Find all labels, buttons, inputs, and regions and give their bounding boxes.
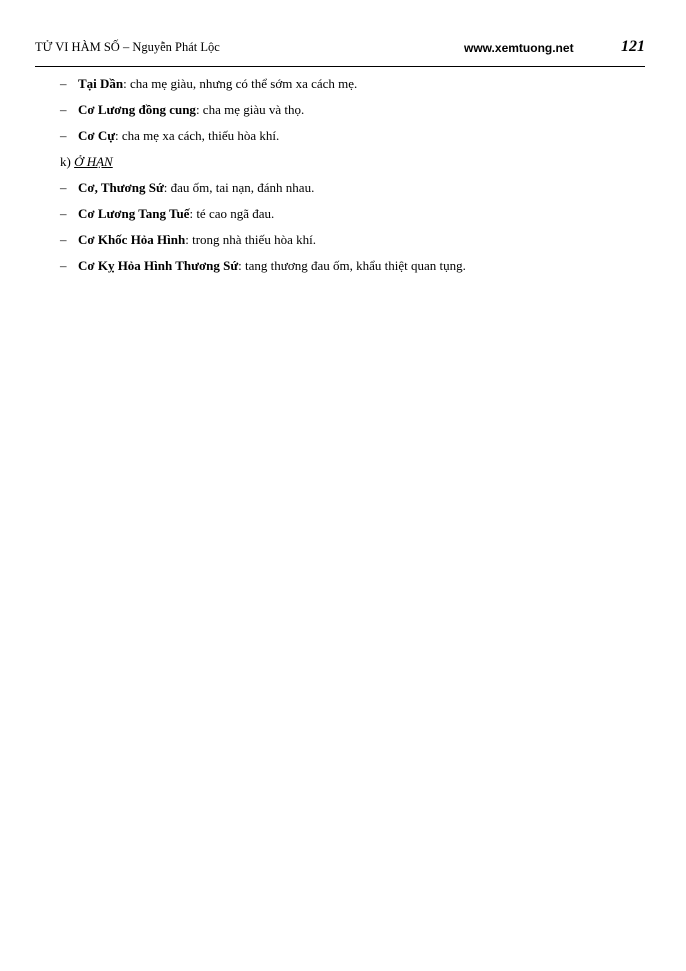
- list-dash: –: [60, 102, 67, 117]
- list-item: [60, 74, 660, 100]
- item-term: Cơ, Thương Sứ: [78, 180, 164, 195]
- item-term: Cơ Kỵ Hỏa Hình Thương Sứ: [78, 258, 239, 273]
- item-term: Cơ Lương Tang Tuế: [78, 206, 190, 221]
- item-desc: : tang thương đau ốm, khẩu thiệt quan tụng.: [238, 258, 466, 273]
- item-term: Tại Dần: [78, 76, 124, 91]
- list-dash: –: [60, 180, 67, 195]
- list-item: [60, 256, 660, 282]
- list-dash: –: [60, 258, 67, 273]
- item-term: Cơ Khốc Hỏa Hình: [78, 232, 186, 247]
- page-content: [60, 74, 660, 282]
- list-item: [60, 204, 660, 230]
- item-desc: : cha mẹ giàu, nhưng có thể sớm xa cách mẹ.: [123, 76, 358, 91]
- list-item: [60, 100, 660, 126]
- item-desc: : cha mẹ giàu và thọ.: [195, 102, 305, 117]
- header-website: www.xemtuong.net: [464, 41, 574, 55]
- page-number: 121: [621, 38, 645, 55]
- section-prefix: k): [60, 154, 75, 169]
- page-header: [35, 38, 645, 67]
- header-title: TỬ VI HÀM SỐ – Nguyễn Phát Lộc: [35, 40, 220, 54]
- item-desc: : cha mẹ xa cách, thiếu hòa khí.: [115, 128, 280, 143]
- list-dash: –: [60, 128, 67, 143]
- list-dash: –: [60, 232, 67, 247]
- section-title: Ở HẠN: [74, 154, 113, 169]
- item-term: Cơ Cự: [78, 128, 116, 143]
- list-dash: –: [60, 76, 67, 91]
- item-desc: : trong nhà thiếu hòa khí.: [185, 232, 316, 247]
- section-heading: [60, 152, 660, 178]
- list-item: [60, 178, 660, 204]
- item-desc: : té cao ngã đau.: [189, 206, 275, 221]
- list-dash: –: [60, 206, 67, 221]
- item-term: Cơ Lương đồng cung: [78, 102, 196, 117]
- list-item: [60, 230, 660, 256]
- list-item: [60, 126, 660, 152]
- item-desc: : đau ốm, tai nạn, đánh nhau.: [163, 180, 315, 195]
